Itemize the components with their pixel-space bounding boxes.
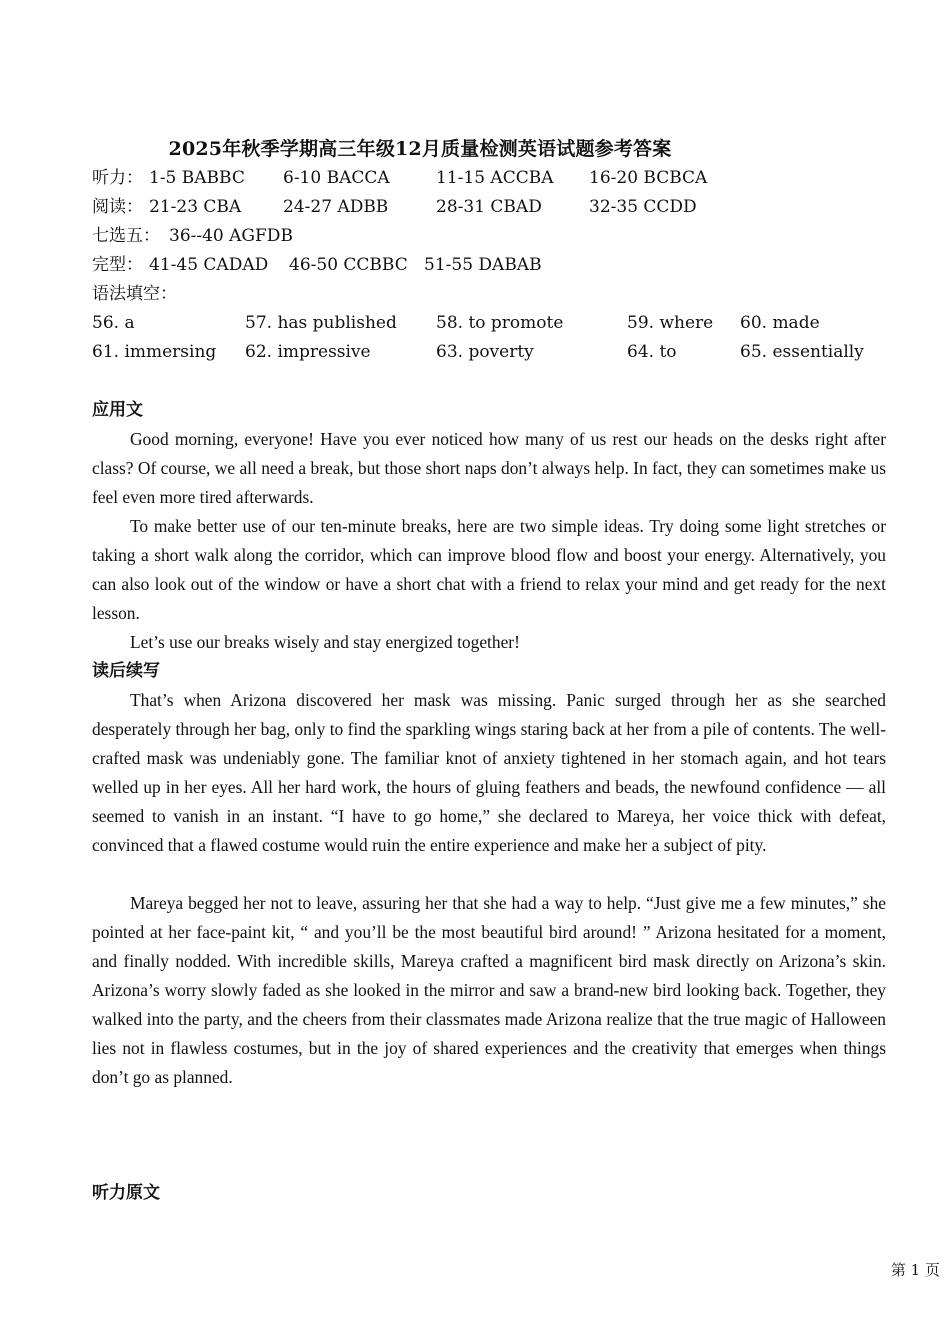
seven-choose-five-label: 七选五： xyxy=(92,226,160,246)
cloze-answers xyxy=(92,251,852,280)
answer-group: 41-45 CADAD xyxy=(149,255,269,275)
grammar-answer: 65. essentially xyxy=(740,342,864,362)
grammar-answers-row-2 xyxy=(92,338,872,367)
grammar-answer: 58. to promote xyxy=(436,313,564,333)
grammar-answer: 64. to xyxy=(627,342,677,362)
answer-group: 11-15 ACCBA xyxy=(436,168,554,188)
grammar-answer: 56. a xyxy=(92,313,135,333)
answer-group: 16-20 BCBCA xyxy=(589,168,708,188)
answer-group: 32-35 CCDD xyxy=(589,197,697,217)
listening-answers xyxy=(92,164,852,193)
grammar-answers-row-1 xyxy=(92,309,872,338)
page-number: 第 1 页 xyxy=(890,1261,940,1279)
answer-group: 36--40 AGFDB xyxy=(169,226,293,246)
listening-label: 听力： xyxy=(92,168,143,188)
answer-group: 21-23 CBA xyxy=(149,197,242,217)
practical-writing-paragraph: To make better use of our ten-minute breaks, here are two simple ideas. Try doing some light stretches or taking a short walk along the corridor, which can improve blood flow and boost your energy. Alternatively, you can also look out of the window or have a short chat with a friend to relax your mind and get ready for the next lesson. xyxy=(92,516,886,623)
cloze-label: 完型： xyxy=(92,255,143,275)
continuation-writing-heading: 读后续写 xyxy=(92,661,160,681)
grammar-label: 语法填空： xyxy=(92,284,177,304)
continuation-writing-paragraph: Mareya begged her not to leave, assuring her that she had a way to help. “Just give me a few minutes,” she pointed at her face-paint kit, “ and you’ll be the most beautiful bird around! ” Arizona hesitated for a moment, and finally nodded. With incredible skills, Mareya crafted a magnificent bird mask directly on Arizona’s skin. Arizona’s worry slowly faded as she looked in the mirror and saw a brand-new bird looking back. Together, they walked into the party, and the cheers from their classmates made Arizona realize that the true magic of Halloween lies not in flawless costumes, but in the joy of shared experiences and the creativity that emerges when things don’t go as planned. xyxy=(92,893,886,1087)
grammar-answer: 57. has published xyxy=(245,313,397,333)
listening-transcript-heading: 听力原文 xyxy=(92,1183,160,1203)
grammar-answer: 60. made xyxy=(740,313,820,333)
grammar-answer: 61. immersing xyxy=(92,342,217,362)
practical-writing-heading: 应用文 xyxy=(92,400,143,420)
reading-label: 阅读： xyxy=(92,197,143,217)
answer-group: 6-10 BACCA xyxy=(283,168,390,188)
grammar-answers-label-row xyxy=(92,280,292,309)
practical-writing-paragraph: Let’s use our breaks wisely and stay energized together! xyxy=(130,632,520,652)
continuation-writing-paragraph: That’s when Arizona discovered her mask was missing. Panic surged through her as she searched desperately through her bag, only to find the sparkling wings staring back at her from a pile of contents. The well-crafted mask was undeniably gone. The familiar knot of anxiety tightened in her stomach again, and hot tears welled up in her eyes. All her hard work, the hours of gluing feathers and beads, the newfound confidence — all seemed to vanish in an instant. “I have to go home,” she declared to Mareya, her voice thick with defeat, convinced that a flawed costume would ruin the entire experience and make her a subject of pity. xyxy=(92,690,886,855)
answer-group: 51-55 DABAB xyxy=(424,255,542,275)
grammar-answer: 59. where xyxy=(627,313,714,333)
reading-answers xyxy=(92,193,852,222)
page-title: 2025年秋季学期高三年级12月质量检测英语试题参考答案 xyxy=(168,138,672,160)
answer-group: 28-31 CBAD xyxy=(436,197,542,217)
grammar-answer: 62. impressive xyxy=(245,342,371,362)
practical-writing-paragraph: Good morning, everyone! Have you ever noticed how many of us rest our heads on the desks right after class? Of course, we all need a break, but those short naps don’t always help. In fact, they can sometimes make us feel even more tired afterwards. xyxy=(92,429,886,507)
answer-group: 1-5 BABBC xyxy=(149,168,245,188)
answer-group: 46-50 CCBBC xyxy=(289,255,408,275)
grammar-answer: 63. poverty xyxy=(436,342,534,362)
seven-choose-five-answers xyxy=(92,222,852,251)
answer-group: 24-27 ADBB xyxy=(283,197,389,217)
